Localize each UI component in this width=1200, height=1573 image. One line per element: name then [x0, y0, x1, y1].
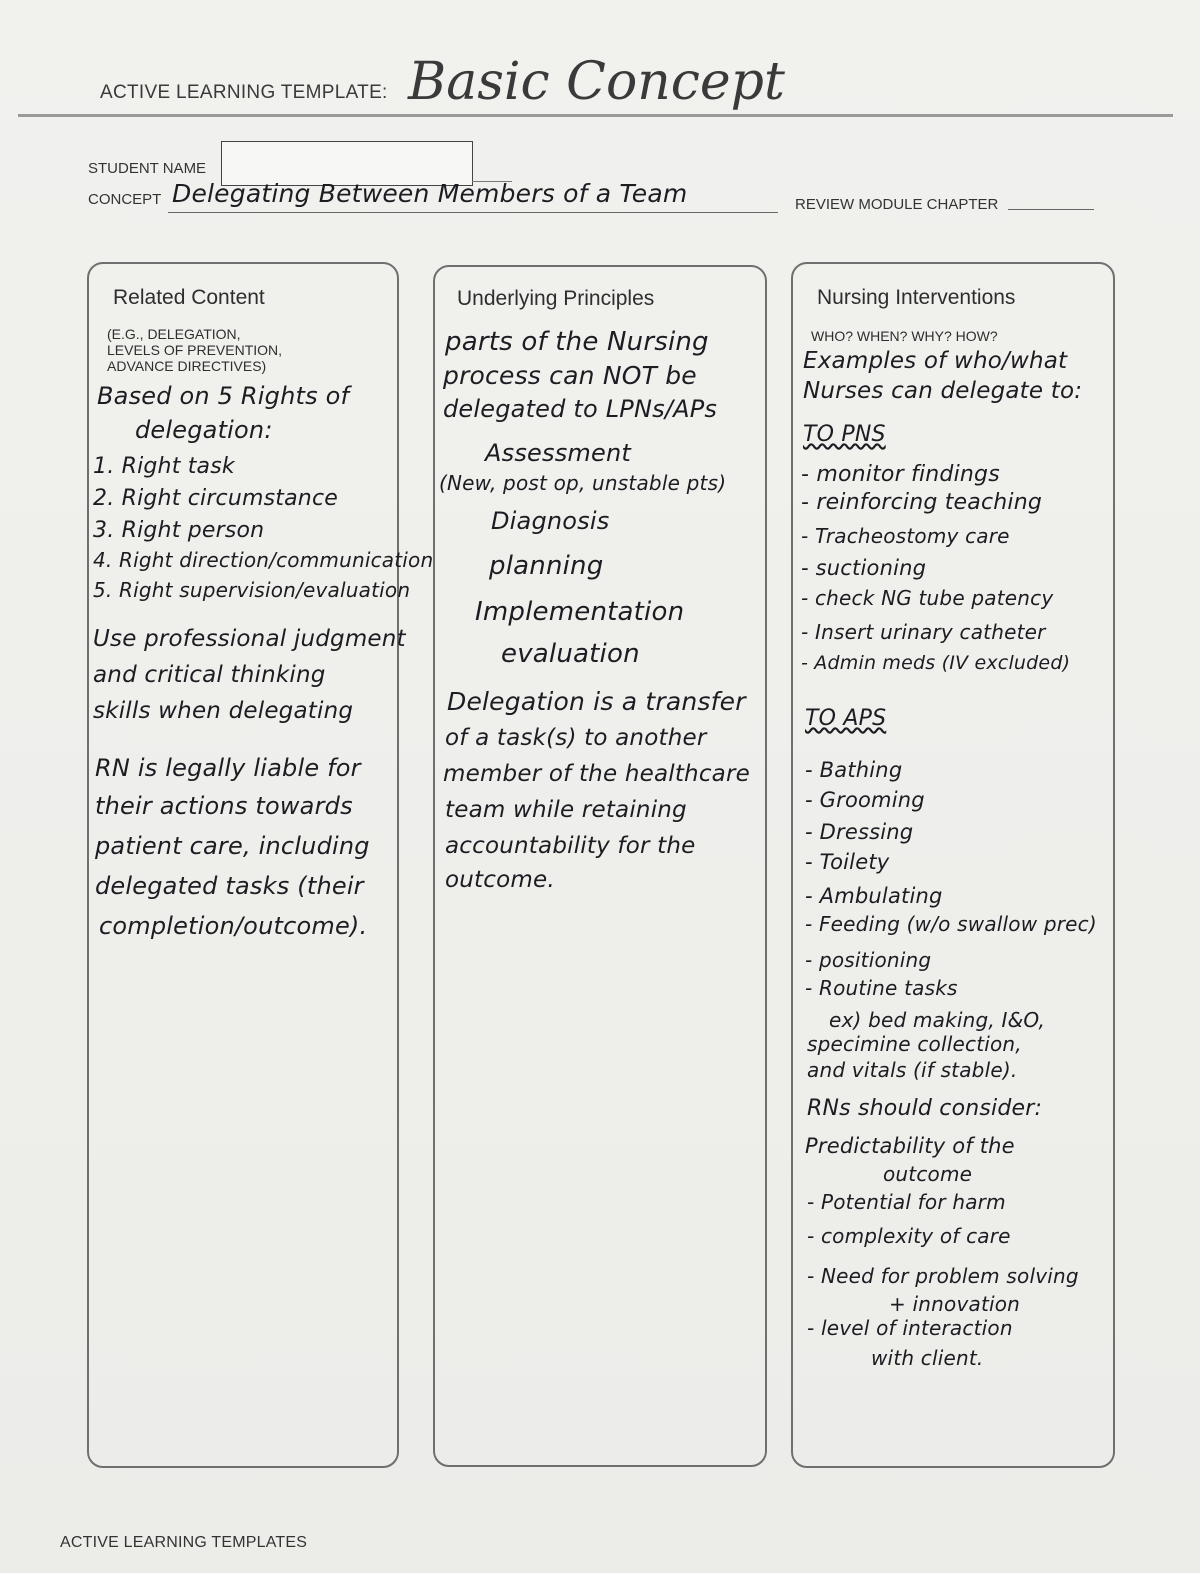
related-line: 2. Right circumstance — [93, 486, 338, 511]
interventions-line: + innovation — [889, 1292, 1021, 1316]
interventions-line: TO APS — [805, 706, 887, 731]
principles-line: planning — [489, 551, 604, 581]
related-line: delegation: — [135, 416, 273, 444]
nursing-interventions-hint: WHO? WHEN? WHY? HOW? — [811, 328, 998, 344]
student-name-label: STUDENT NAME — [88, 160, 207, 177]
interventions-line: and vitals (if stable). — [807, 1058, 1018, 1082]
interventions-line: - monitor findings — [801, 462, 1000, 487]
interventions-line: specimine collection, — [807, 1032, 1022, 1056]
interventions-line: - Routine tasks — [805, 976, 958, 1000]
interventions-line: - check NG tube patency — [801, 586, 1054, 610]
principles-line: outcome. — [445, 867, 555, 893]
related-content-box[interactable] — [87, 262, 434, 1468]
page-footer: ACTIVE LEARNING TEMPLATES — [60, 1534, 308, 1551]
interventions-line: - Potential for harm — [807, 1190, 1006, 1214]
related-line: 3. Right person — [93, 518, 265, 543]
related-line: skills when delegating — [93, 698, 354, 724]
principles-line: team while retaining — [445, 797, 687, 823]
related-line: their actions towards — [95, 792, 353, 820]
header-divider — [18, 114, 1173, 117]
related-line: 5. Right supervision/evaluation — [93, 578, 411, 602]
interventions-line: - Tracheostomy care — [801, 524, 1010, 548]
related-line: Use professional judgment — [93, 626, 406, 652]
interventions-line: - Feeding (w/o swallow prec) — [805, 912, 1097, 936]
related-line: 1. Right task — [93, 454, 235, 479]
interventions-line: - level of interaction — [807, 1316, 1013, 1340]
interventions-line: - Bathing — [805, 758, 903, 782]
related-line: patient care, including — [95, 832, 370, 860]
interventions-line: ex) bed making, I&O, — [829, 1008, 1046, 1032]
related-content-hint: (E.G., DELEGATION, LEVELS OF PREVENTION, ADVANCE DIRECTIVES) — [107, 326, 283, 374]
template-label: ACTIVE LEARNING TEMPLATE: — [100, 82, 388, 103]
principles-line: parts of the Nursing — [445, 327, 709, 357]
interventions-line: - reinforcing teaching — [801, 490, 1043, 515]
interventions-line: - Admin meds (IV excluded) — [801, 652, 1071, 674]
interventions-line: - Grooming — [805, 788, 925, 812]
interventions-line: Examples of who/what — [803, 348, 1068, 374]
concept-label: CONCEPT — [88, 191, 162, 208]
interventions-line: TO PNS — [803, 422, 886, 447]
interventions-line: - complexity of care — [807, 1224, 1011, 1248]
principles-line: of a task(s) to another — [445, 725, 707, 751]
interventions-line: - suctioning — [801, 556, 927, 580]
principles-line: (New, post op, unstable pts) — [439, 471, 727, 495]
related-line: Based on 5 Rights of — [97, 382, 350, 410]
interventions-line: - Need for problem solving — [807, 1264, 1079, 1288]
concept-value[interactable]: Delegating Between Members of a Team — [172, 179, 688, 208]
concept-underline — [168, 212, 778, 213]
principles-line: member of the healthcare — [443, 761, 750, 787]
interventions-line: - positioning — [805, 948, 932, 972]
interventions-line: Predictability of the — [805, 1134, 1015, 1158]
related-line: RN is legally liable for — [95, 754, 361, 782]
interventions-line: outcome — [883, 1162, 973, 1186]
principles-line: delegated to LPNs/APs — [443, 395, 718, 423]
nursing-interventions-box[interactable] — [791, 262, 1115, 1468]
principles-line: Assessment — [485, 439, 631, 467]
related-line: completion/outcome). — [99, 912, 368, 940]
related-content-title: Related Content — [113, 286, 265, 309]
interventions-line: - Dressing — [805, 820, 914, 844]
principles-line: accountability for the — [445, 833, 696, 859]
nursing-interventions-title: Nursing Interventions — [817, 286, 1016, 309]
principles-line: process can NOT be — [443, 361, 697, 390]
template-title: Basic Concept — [408, 52, 785, 112]
principles-line: evaluation — [501, 639, 640, 669]
interventions-line: - Ambulating — [805, 884, 943, 908]
interventions-line: with client. — [871, 1346, 984, 1370]
interventions-line: - Insert urinary catheter — [801, 620, 1046, 644]
underlying-principles-title: Underlying Principles — [457, 287, 655, 310]
related-line: and critical thinking — [93, 662, 326, 688]
interventions-line: RNs should consider: — [807, 1096, 1043, 1121]
interventions-line: - Toilety — [805, 850, 890, 874]
underlying-principles-box[interactable] — [433, 265, 767, 1467]
principles-line: Delegation is a transfer — [447, 687, 746, 716]
interventions-line: Nurses can delegate to: — [803, 378, 1083, 404]
review-module-label: REVIEW MODULE CHAPTER — [795, 196, 999, 213]
principles-line: Diagnosis — [491, 507, 610, 535]
related-line: delegated tasks (their — [95, 872, 364, 900]
principles-line: Implementation — [475, 597, 685, 627]
review-module-field[interactable] — [1008, 209, 1094, 210]
related-line: 4. Right direction/communication — [93, 548, 434, 572]
